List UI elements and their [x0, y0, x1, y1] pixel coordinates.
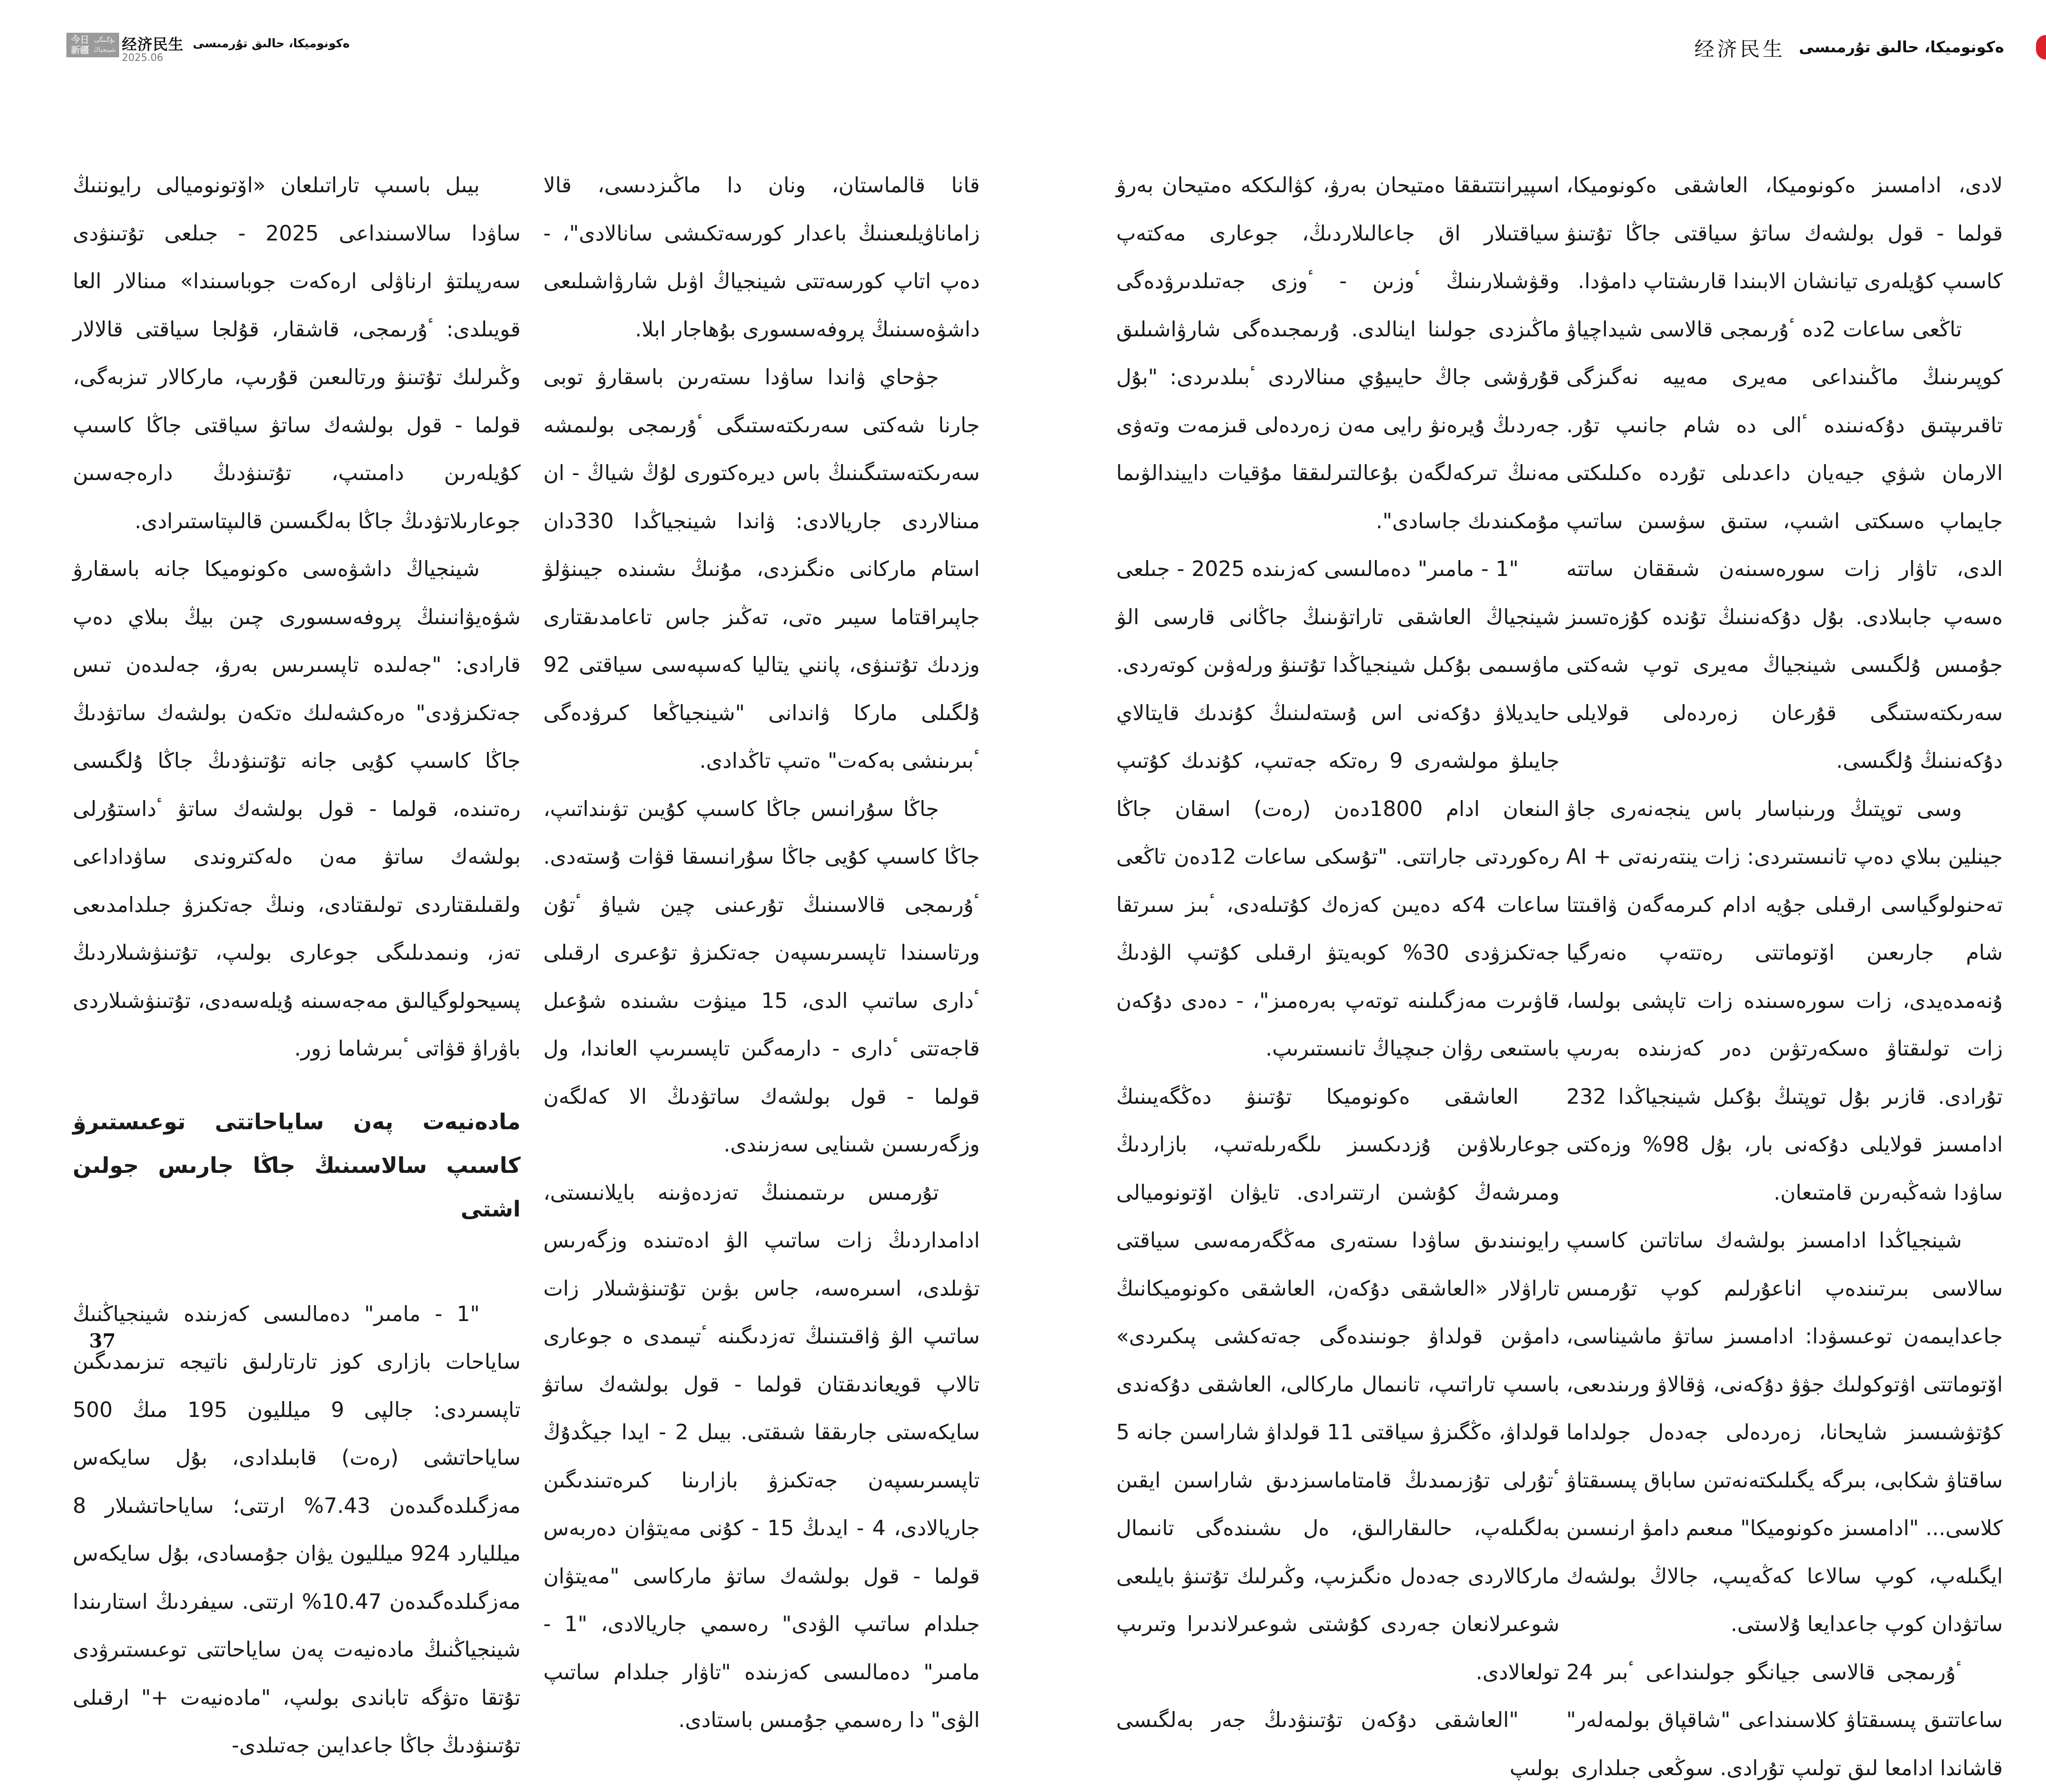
paragraph: شينجياڭدا ادامسىز بولشەك ساتاتىن كاسىپ سالاسى بىرتىندەپ اناعۇرلىم كوپ تۇرمىس جاعدايىمەن توعىسۋدا: ادامسىز ساتۋ ماشيناسى، اۆتوماتتى اۋتوكولىك جۋۋ دۇكەنى، ۋقالاۋ ورىندىعى، كۇتۋشىسىز شايحانا، زەردەلى جەدەل جولداما ساقتاۋ شكابى، بىرگە يگىلىكتەنەتىن ساباق پىسىقتاۋ كلاسى... "ادامسىز ەكونوميكا" مىعىم دامۋ ارنىسىن ايگىلەپ، كوپ سالاعا كەڭەيىپ، جالاڭ بولشەك ساتۋدان كوپ جاعدايعا ۇلاستى. [1566, 1216, 2003, 1648]
paragraph: "1 - مامىر" دەمالىسى كەزىندە شينجياڭنىڭ ساياحات بازارى كوز تارتارلىق ناتيجە تىزىمدىگىن تاپسىردى: جالپى 9 ميلليون 195 مىڭ 500 ساياحاتشى (رەت) قابىلدادى، بۇل سايكەس مەزگىلدەگىدەن 7.43% ارتتى؛ ساياحاتشىلار 8 ميلليارد 924 ميلليون يۋان جۇمسادى، بۇل سايكەس مەزگىلدەگىدەن 10.47% ارتتى. سيفردىڭ استارىندا شينجياڭنىڭ مادەنيەت پەن ساياحاتتى توعىستىرۋدى تۇتقا ەتۋگە تاباندى بولىپ، "مادەنيەت +" ارقىلى تۇتىنۋدىڭ جاڭا جاعدايىن جەتىلدى- [73, 1290, 521, 1770]
article-column-c [1116, 161, 1560, 1792]
logo-kz-line2: شينجياڭ [92, 45, 117, 55]
section-title-cn: 经济民生 [122, 33, 184, 54]
section-title-kz: ەكونوميكا، حالىق تۇرمىسى [1799, 38, 2004, 56]
section-color-tab [2036, 35, 2046, 60]
logo-cn-line2: 新疆 [68, 45, 92, 55]
paragraph: شينجياڭ داشۋەسى ەكونوميكا جانە باسقارۋ شۋەيۋانىنىڭ پروفەسسورى چىن بيڭ بىلاي دەپ قارادى: "جەلىدە تاپسىرىس بەرۋ، جەلىدەن تىس جەتكىزۋدى" ەرەكشەلىك ەتكەن بولشەك ساتۋدىڭ جاڭا كاسىپ كۇيى جانە تۇتىنۋدىڭ جاڭا ۇلگىسى رەتىندە، قولما - قول بولشەك ساتۋ ٴداستۇرلى بولشەك ساتۋ مەن ەلەكتروندى ساۋداداعى ولقىلىقتاردى تولىقتادى، ونىڭ جەتكىزۋ جىلدامدىعى تەز، ونىمدىلىگى جوعارى بولىپ، تۇتىنۋشىلاردىڭ پسيحولوگيالىق مەجەسىنە ۇيلەسەدى، تۇتىنۋشىلاردى باۋراۋ قۋاتى ٴبىرشاما زور. [73, 545, 521, 1073]
article-column-a [73, 161, 521, 1770]
section-title-kz: ەكونوميكا، حالىق تۇرمىسى [193, 37, 350, 50]
paragraph: وسى توپتىڭ ورىنباسار باس ينجەنەرى جاۋ جينلين بىلاي دەپ تانىستىردى: زات ينتەرنەتى + AI تەحنولوگياسى ارقىلى جۇيە ادام كىرمەگەن ۋاقىتتا شام جارىعىن اۆتوماتتى رەتتەپ ەنەرگيا ۇنەمدەيدى، زات سورەسىندە زات تاپشى بولسا، زات تولىقتاۋ ەسكەرتۋىن دەر كەزىندە بەرىپ تۇرادى. قازىر بۇل توپتىڭ بۇكىل شينجياڭدا 232 ادامسىز قولايلى دۇكەنى بار، بۇل 98% وزەكتى ساۋدا شەڭبەرىن قامتىعان. [1566, 785, 2003, 1217]
left-page-header [66, 33, 350, 64]
page-number-left: 37 [89, 1330, 115, 1352]
section-title-cn: 经济民生 [1695, 33, 1785, 62]
paragraph: بيىل باسىپ تاراتىلعان «اۆتونوميالى رايوننىڭ ساۋدا سالاسىنداعى 2025 - جىلعى تۇتىنۋدى سەرپىلتۋ ارناۋلى ارەكەت جوباسىندا» مىنالار العا قويىلدى: ٴۇرىمجى، قاشقار، قۇلجا سياقتى قالالار وڭىرلىك تۇتىنۋ ورتالىعىن قۇرىپ، ماركالار تىزبەگى، قولما - قول بولشەك ساتۋ سياقتى جاڭا كاسىپ كۇيلەرىن دامىتىپ، تۇتىنۋدىڭ دارەجەسىن جوعارىلاتۋدىڭ جاڭا بەلگىسىن قالىپتاستىرادى. [73, 161, 521, 545]
paragraph: تاڭعى ساعات 2دە ٴۇرىمجى قالاسى شيداچياۋ كوپىرىنىڭ ماڭىنداعى مەيرى مەييە نەگىزگى تاقىرىپتىق دۇكەنىندە ٴالى دە شام جانىپ تۇر. الارمان شۋي جيەيان داعدىلى تۇردە ەكىلىكتى جايماپ ەسىكتى اشىپ، ستىق سۋسىن ساتىپ الدى، تاۋار زات سورەسىنەن شىققان ساتتە ەسەپ جابىلادى. بۇل دۇكەنىنىڭ تۇندە كۇزەتسىز جۇمىس ۇلگىسى شينجياڭ مەيرى توپ شەكتى سەرىكتەستىگى قۇرعان زەردەلى قولايلى دۇكەنىنىڭ ۇلگىسى. [1566, 305, 2003, 785]
article-column-d [1566, 161, 2003, 1792]
paragraph: لادى، ادامسىز ەكونوميكا، العاشقى ەكونوميكا، قولما - قول بولشەك ساتۋ سياقتى جاڭا تۇتىنۋ كاسىپ كۇيلەرى تيانشان الابىندا قارىشتاپ دامۋدا. [1566, 161, 2003, 305]
article-column-b [543, 161, 980, 1744]
paragraph: العاشقى ەكونوميكا تۇتىنۋ دەڭگەيىنىڭ جوعارىلاۋىن ۇزدىكسىز ىلگەرىلەتىپ، بازاردىڭ ومىرشەڭ كۇشىن ارتتىرادى. تايۋان اۆتونوميالى رايونىندىق ساۋدا ىستەرى مەڭگەرمەسى سياقتى تاراۋلار «العاشقى دۇكەن، العاشقى ەكونوميكانىڭ دامۋىن قولداۋ جونىندەگى جەتەكشى پىكىردى» باسىپ تاراتىپ، تانىمال ماركالى، العاشقى دۇكەندى قولداۋ، ەڭگىزۋ سياقتى 11 قولداۋ شاراسىن جانە 5 ٴتۇرلى تۇزىمىدىڭ قامتاماسىزدىق شاراسىن ايقىن بەلگىلەپ، حالىقارالىق، ەل ىشىندەگى تانىمال ماركالاردى جەدەل ەنگىزىپ، وڭىرلىك تۇتىنۋ بايلىعى شوعىرلانعان جەردى كۇشتى شوعىرلاندىرا وتىرىپ تولعالادى. [1116, 1073, 1560, 1697]
issue-date: 2025.06 [122, 52, 350, 64]
logo-cn-line1: 今日 [68, 35, 92, 45]
paragraph: جاڭا سۇرانىس جاڭا كاسىپ كۇيىن تۋىنداتىپ، جاڭا كاسىپ كۇيى جاڭا سۇرانىسقا قۋات ۇستەدى. ٴۇرىمجى قالاسىنىڭ تۇرعىنى چين شياۋ ٴتۇن ورتاسىندا تاپسىرىسپەن جەتكىزۋ تۇعىرى ارقىلى ٴدارى ساتىپ الدى، 15 مينۋت ىشىندە شۇعىل قاجەتتى ٴدارى - دارمەگىن تاپسىرىپ العاندا، ول قولما - قول بولشەك ساتۋدىڭ الا كەلگەن وزگەرىسىن شىنايى سەزىندى. [543, 785, 980, 1169]
paragraph: "1 - مامىر" دەمالىسى كەزىندە 2025 - جىلعى شينجياڭ العاشقى تاراتۋىنىڭ جاڭانى قارسى الۋ ماۋسىمى بۇكىل شينجياڭدا تۇتىنۋ ورلەۋىن كوتەردى. حايديلاۋ دۇكەنى اس ۇستەلىنىڭ كۇندىك قايتالاي جايىلۋ مولشەرى 9 رەتكە جەتىپ، كۇندىك كۇتىپ الىنعان ادام 1800دەن (رەت) اسقان جاڭا رەكوردتى جاراتتى. "تۇسكى ساعات 12دەن تاڭعى ساعات 4كە دەيىن كەزەك كۇتىلەدى، ٴبىز سىرتقا جەتكىزۋدى 30% كوبەيتۋ ارقىلى كۇتىپ الۋدىڭ قاۋىرت مەزگىلىنە توتەپ بەرەمىز"، - دەدى دۇكەن باستىعى رۋان جىچياڭ تانىستىرىپ. [1116, 545, 1560, 1073]
left-page [0, 0, 1023, 1397]
paragraph: جۋحاي ۋاندا ساۋدا ىستەرىن باسقارۋ توبى جارنا شەكتى سەرىكتەستىگى ٴۇرىمجى بولىمشە سەرىكتەستىگىنىڭ باس ديرەكتورى لۇڭ شياڭ - ان مىنالاردى جاريالادى: ۋاندا شينجياڭدا 330دان استام ماركانى ەنگىزدى، مۇنىڭ ىشىندە جيىنۋلۋ جاپىراقتاما سيىر ەتى، تەڭىز جاس تاعامدىقتارى وزدىك تۇتىنۋى، پانني يتاليا كەسپەسى سياقتى 92 ۇلگىلى ماركا ۋاندانى "شينجياڭعا كىرۋدەگى ٴبىرىنشى بەكەت" ەتىپ تاڭدادى. [543, 353, 980, 785]
paragraph: تۇرمىس ىرىتىمىنىڭ تەزدەۋىنە بايلانىستى، ادامداردىڭ زات ساتىپ الۋ ادەتىندە وزگەرىس تۋىلدى، اسىرەسە، جاس بۋىن تۇتىنۋشىلار زات ساتىپ الۋ ۋاقىتىنىڭ تەزدىگىنە ٴتيىمدى ە جوعارى تالاپ قويعاندىقتان قولما - قول بولشەك ساتۋ سايكەستى جارىققا شىقتى. بيىل 2 - ايدا جيڭدۇڭ تاپسىرىسپەن جەتكىزۋ بازارىنا كىرەتىندىگىن جاريالادى، 4 - ايدىڭ 15 - كۇنى مەيتۋان دەربەس قولما - قول بولشەك ساتۋ ماركاسى "مەيتۋان جىلدام ساتىپ الۋدى" رەسمي جاريالادى، "1 - مامىر" دەمالىسى كەزىندە "تاۋار جىلدام ساتىپ الۋى" دا رەسمي جۇمىس باستادى. [543, 1169, 980, 1744]
paragraph: "العاشقى دۇكەن تۇتىنۋدىڭ جەر بەلگىسى بولىپ [1116, 1696, 1560, 1792]
paragraph: ٴۇرىمجى قالاسى جيانگو جولىنداعى ٴبىر 24 ساعاتتىق پىسىقتاۋ كلاسىنداعى "شاقپاق بولمەلەر" قاشاندا ادامعا لىق تولىپ تۇرادى. سوڭعى جىلدارى [1566, 1648, 2003, 1792]
logo-kz-line1: بۇگىنگى [92, 35, 117, 45]
right-page-header [1695, 33, 2046, 62]
magazine-logo [66, 33, 119, 57]
paragraph: اسپيرانتتىققا ەمتيحان بەرۋ، كۋالىككە ەمتيحان بەرۋ سياقتىلار اق جاعالىلاردىڭ، جوعارى مەكتەپ وقۋشىلارىنىڭ ٴوزىن - ٴوزى جەتىلدىرۋدەگى ماڭىزدى جولىنا اينالدى. ۇرىمجىدەگى شارۋاشىلىق قۇرۋشى جاڭ حايىيۇي مىنالاردى ٴبىلدىردى: "بۇل جەردىڭ ۇيرەنۋ رايى مەن زەردەلى قىزمەت وتەۋى مەنىڭ تىركەلگەن بۇعالتىرلىققا مۇقيات داييندالۋىما مۇمكىندىك جاسادى". [1116, 161, 1560, 545]
section-subheading: مادەنيەت پەن ساياحاتتى توعىستىرۋ كاسىپ سالاسىنىڭ جاڭا جارىس جولىن اشتى [73, 1100, 521, 1231]
paragraph: قانا قالماستان، ونان دا ماڭىزدىسى، قالا زاماناۋيلىعىنىڭ باعدار كورسەتكىشى سانالادى"، - دەپ اتاپ كورسەتتى شينجياڭ اۋىل شارۋاشىلىعى داشۋەسىنىڭ پروفەسسورى بۇهاجار ابلا. [543, 161, 980, 353]
